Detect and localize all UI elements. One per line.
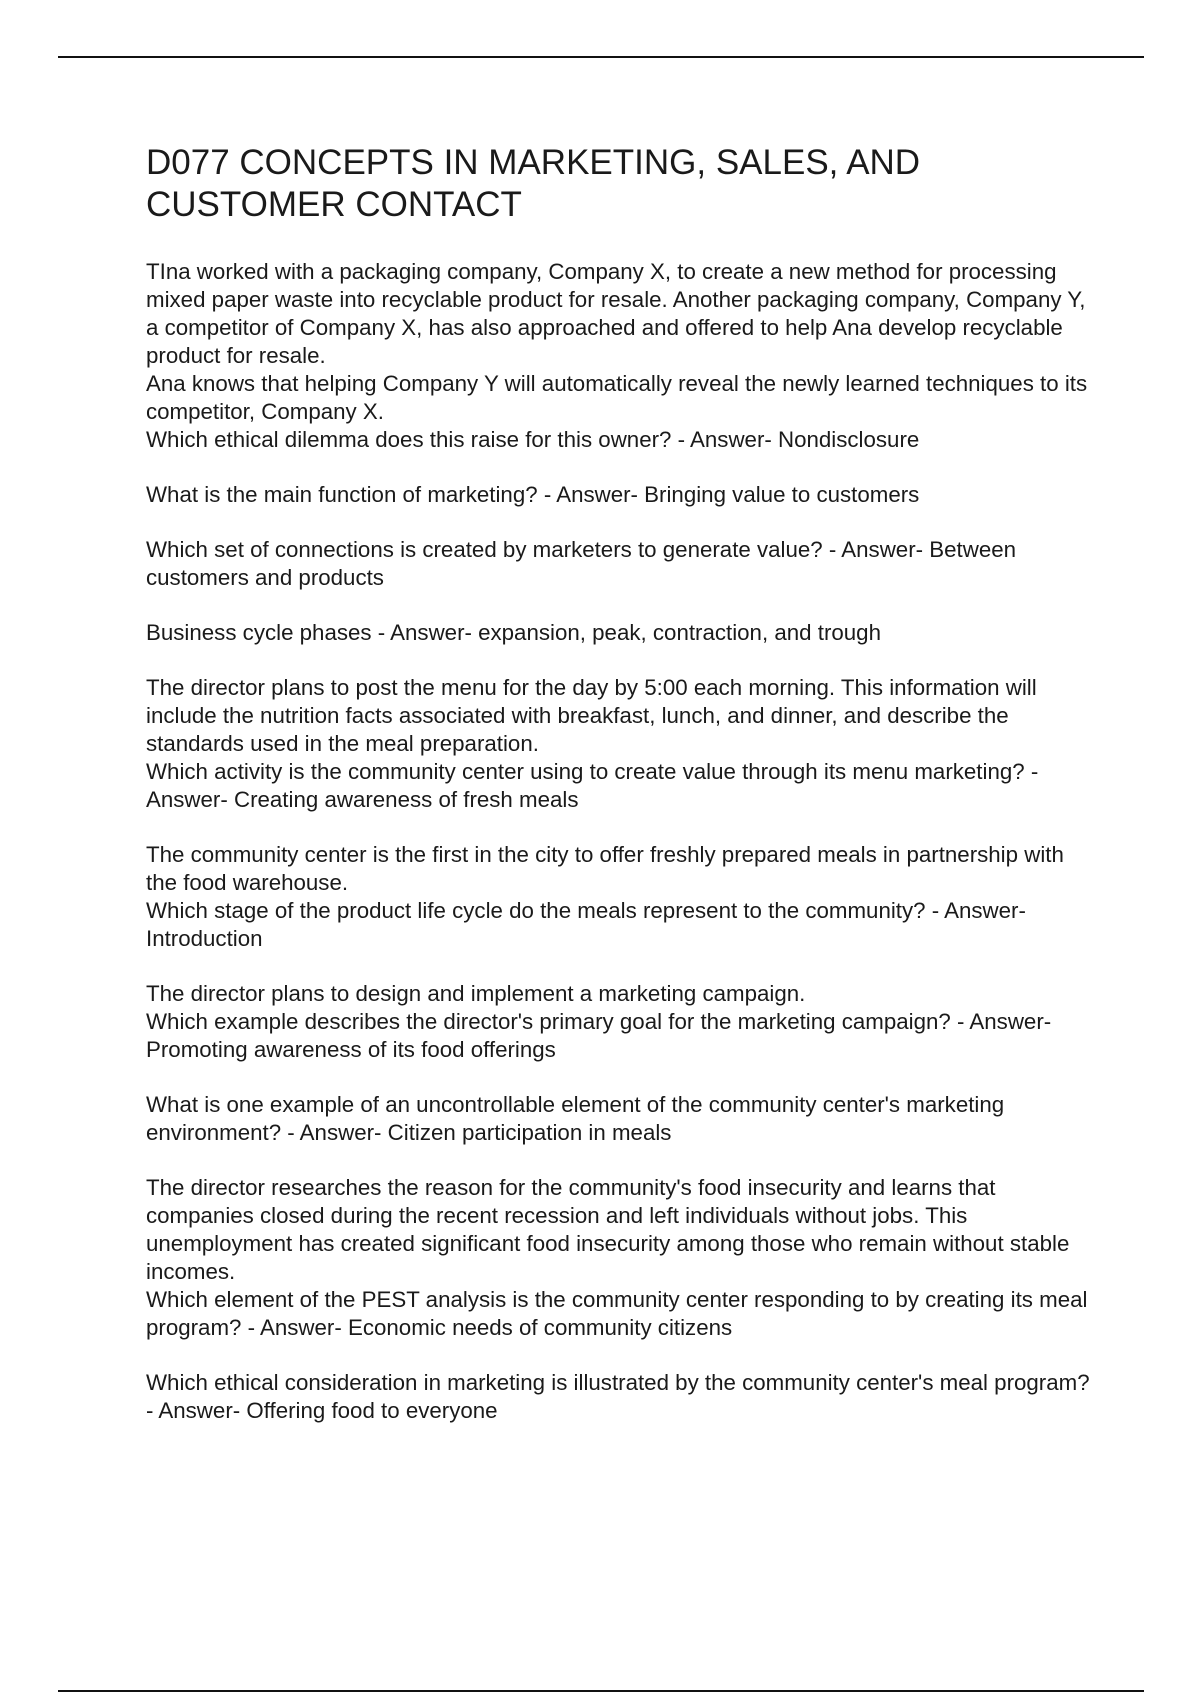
- qa-item: [146, 536, 1096, 592]
- qa-line: The director plans to post the menu for the day by 5:00 each morning. This information will include the nutrition facts associated with breakfast, lunch, and dinner, and describe the standards used in the meal preparation.: [146, 675, 1037, 756]
- qa-item: [146, 674, 1096, 814]
- qa-item: [146, 619, 1096, 647]
- qa-line: Which stage of the product life cycle do the meals represent to the community? - Answer- Introduction: [146, 898, 1026, 951]
- bottom-divider: [58, 1690, 1144, 1692]
- qa-line: The director researches the reason for the community's food insecurity and learns that companies closed during the recent recession and left individuals without jobs. This unemployment has created significant food insecurity among those who remain without stable incomes.: [146, 1175, 1070, 1284]
- qa-line: Ana knows that helping Company Y will automatically reveal the newly learned techniques to its competitor, Company X.: [146, 371, 1088, 424]
- qa-line: Business cycle phases - Answer- expansion, peak, contraction, and trough: [146, 620, 881, 645]
- document-title: D077 CONCEPTS IN MARKETING, SALES, AND CUSTOMER CONTACT: [146, 143, 921, 224]
- qa-line: Which example describes the director's primary goal for the marketing campaign? - Answer- Promoting awareness of its food offerings: [146, 1009, 1052, 1062]
- qa-item: [146, 1369, 1096, 1425]
- qa-line: Which ethical consideration in marketing is illustrated by the community center's meal program? - Answer- Offering food to everyone: [146, 1370, 1090, 1423]
- qa-item: [146, 1091, 1096, 1147]
- qa-line: What is one example of an uncontrollable element of the community center's marketing environment? - Answer- Citizen participation in meals: [146, 1092, 1005, 1145]
- qa-item: [146, 481, 1096, 509]
- qa-list: [146, 258, 1096, 1425]
- qa-line: Which activity is the community center using to create value through its menu marketing? - Answer- Creating awareness of fresh meals: [146, 759, 1039, 812]
- qa-item: [146, 1174, 1096, 1342]
- qa-line: What is the main function of marketing? - Answer- Bringing value to customers: [146, 482, 920, 507]
- qa-line: Which element of the PEST analysis is the community center responding to by creating its meal program? - Answer- Economic needs of community citizens: [146, 1287, 1088, 1340]
- qa-item: [146, 841, 1096, 953]
- qa-item: [146, 258, 1096, 454]
- qa-line: The community center is the first in the city to offer freshly prepared meals in partnership with the food warehouse.: [146, 842, 1064, 895]
- qa-item: [146, 980, 1096, 1064]
- qa-line: Which set of connections is created by marketers to generate value? - Answer- Between customers and products: [146, 537, 1017, 590]
- qa-line: The director plans to design and implement a marketing campaign.: [146, 981, 806, 1006]
- qa-line: Which ethical dilemma does this raise for this owner? - Answer- Nondisclosure: [146, 427, 920, 452]
- document-body: [146, 142, 1096, 1452]
- qa-line: TIna worked with a packaging company, Company X, to create a new method for processing mixed paper waste into recyclable product for resale. Another packaging company, Company Y, a competitor of Company X, has also approached and offered to help Ana develop recyclable product for resale.: [146, 259, 1086, 368]
- top-divider: [58, 56, 1144, 58]
